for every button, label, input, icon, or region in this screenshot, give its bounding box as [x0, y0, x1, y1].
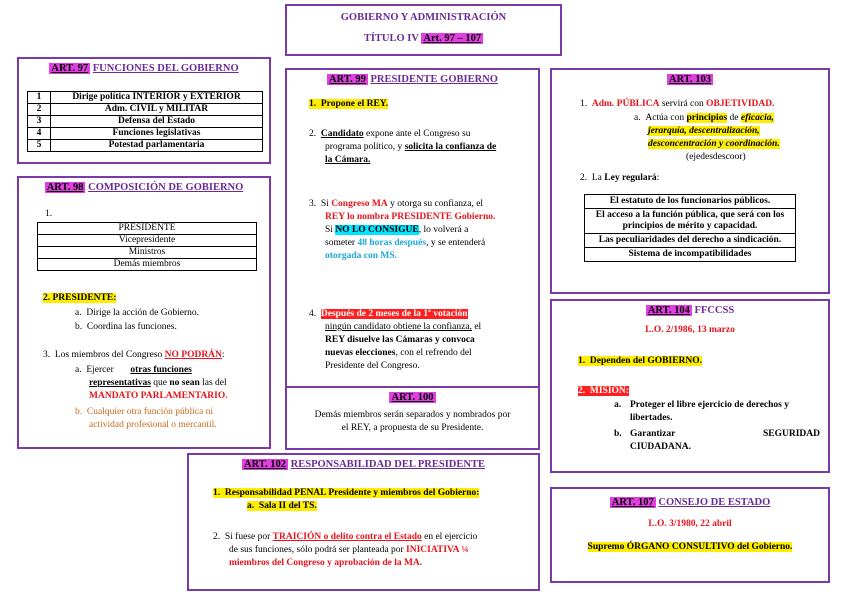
art98-item1: 1.	[45, 209, 53, 219]
art107-box	[550, 487, 830, 583]
art99-title: PRESIDENTE GOBIERNO	[370, 74, 498, 85]
art97-row-number: 3	[28, 116, 51, 128]
art100-box	[285, 386, 540, 450]
art102-tag: ART. 102	[244, 459, 287, 470]
header-prefix: TÍTULO IV	[363, 33, 419, 44]
art97-title: FUNCIONES DEL GOBIERNO	[92, 63, 239, 74]
art103-row	[585, 234, 796, 248]
art102-p1a: a. Sala II del TS.	[247, 501, 317, 511]
art107-heading	[552, 497, 828, 508]
art97-row	[28, 92, 263, 104]
header-title: GOBIERNO Y ADMINISTRACIÓN	[340, 12, 507, 23]
art103-row	[585, 209, 796, 234]
art104-p1: 1. Dependen del GOBIERNO.	[578, 356, 703, 366]
art98-box	[17, 176, 271, 449]
art104-title: FFCCSS	[694, 305, 735, 316]
art100-tag: ART. 100	[391, 392, 434, 403]
art98-member: Demás miembros	[38, 259, 257, 271]
art99-p2: 2. Candidato expone ante el Congreso su programa político, y solicita la confianza de la Cámara.	[309, 129, 497, 165]
art98-member-row	[38, 247, 257, 259]
art97-row	[28, 116, 263, 128]
art97-box	[17, 57, 271, 164]
art97-tag: ART. 97	[51, 63, 89, 74]
art103-row	[585, 248, 796, 262]
art98-p3: 3. Los miembros del Congreso NO PODRÁN:	[43, 350, 225, 360]
header-box	[285, 4, 562, 56]
art97-row	[28, 128, 263, 140]
art98-members-table	[37, 222, 257, 271]
art98-member: Ministros	[38, 247, 257, 259]
art98-member: Vicepresidente	[38, 235, 257, 247]
art104-a: a. Proteger el libre ejercicio de derechos y libertades.	[614, 400, 789, 423]
art97-row-text: Dirige política INTERIOR y EXTERIOR	[51, 92, 263, 104]
art99-heading	[287, 74, 538, 85]
art97-row-text: Defensa del Estado	[51, 116, 263, 128]
art103-row-text: Las peculiaridades del derecho a sindicación.	[585, 234, 796, 248]
art103-heading	[552, 74, 828, 85]
art102-heading	[189, 459, 538, 470]
art97-row-text: Potestad parlamentaria	[51, 140, 263, 152]
art98-p2: 2. PRESIDENTE:	[43, 293, 117, 303]
art97-row-number: 1	[28, 92, 51, 104]
art98-tag: ART. 98	[46, 182, 84, 193]
art102-box	[187, 453, 540, 591]
art103-row-text: Sistema de incompatibilidades	[585, 248, 796, 262]
art98-heading	[19, 182, 269, 193]
art107-law: L.O. 3/1980, 22 abril	[648, 519, 732, 529]
art99-p4: 4. Después de 2 meses de la 1ª votación ningún candidato obtiene la confianza, el REY disuelve las Cámaras y convoca nuevas elecciones, con el refrendo del Presidente del Congreso.	[309, 309, 482, 371]
header-subtitle	[287, 33, 560, 44]
art107-text: Supremo ÓRGANO CONSULTIVO del Gobierno.	[587, 542, 793, 552]
art103-tag: ART. 103	[668, 74, 712, 85]
art98-p2a: a. Dirige la acción de Gobierno.	[75, 308, 199, 318]
art98-p3a: a. Ejercer otras funciones representativas que no sean las del MANDATO PARLAMENTARIO.	[75, 365, 228, 401]
art97-row-number: 4	[28, 128, 51, 140]
art97-row-text: Adm. CIVIL y MILITAR	[51, 104, 263, 116]
art97-row-number: 2	[28, 104, 51, 116]
art97-table	[27, 91, 263, 152]
art97-heading	[19, 63, 269, 74]
art102-title: RESPONSABILIDAD DEL PRESIDENTE	[290, 459, 485, 470]
art104-box	[550, 299, 830, 473]
art103-box	[550, 68, 830, 294]
art98-member-row	[38, 259, 257, 271]
art102-p1: 1. Responsabilidad PENAL Presidente y miembros del Gobierno:	[213, 488, 480, 498]
art103-row-text: El estatuto de los funcionarios públicos.	[585, 195, 796, 209]
art103-p1: 1. Adm. PÚBLICA servirá con OBJETIVIDAD.	[580, 99, 775, 109]
art103-p1-sub: a. Actúa con principios de eficacia, jerarquía, descentralización, desconcentración y coordinación. (ejedesdescoor)	[634, 113, 780, 162]
art98-member: PRESIDENTE	[38, 223, 257, 235]
art103-row-text: El acceso a la función pública, que será con los principios de mérito y capacidad.	[585, 209, 796, 234]
art103-table	[584, 194, 796, 262]
art99-box	[285, 68, 540, 388]
art104-b: b. Garantizar SEGURIDAD CIUDADANA.	[614, 429, 820, 452]
art98-member-row	[38, 223, 257, 235]
art98-member-row	[38, 235, 257, 247]
art107-title: CONSEJO DE ESTADO	[658, 497, 771, 508]
art100-heading	[287, 392, 538, 403]
art97-row	[28, 104, 263, 116]
art99-tag: ART. 99	[329, 74, 366, 85]
art97-row	[28, 140, 263, 152]
art102-p2: 2. Si fuese por TRAICIÓN o delito contra el Estado en el ejercicio de sus funciones, sólo podrá ser planteada por INICIATIVA ¼ miembros del Congreso y aprobación de la MA.	[213, 532, 478, 568]
header-tag: Art. 97 – 107	[423, 33, 482, 44]
art104-tag: ART. 104	[647, 305, 690, 316]
art97-row-text: Funciones legislativas	[51, 128, 263, 140]
art107-tag: ART. 107	[611, 497, 654, 508]
art98-p3b: b. Cualquier otra función pública ni actividad profesional o mercantil.	[75, 407, 217, 430]
art98-title: COMPOSICIÓN DE GOBIERNO	[88, 182, 244, 193]
art104-p2: 2. MISIÓN:	[578, 386, 629, 396]
art104-heading	[552, 305, 828, 316]
art98-p2b: b. Coordina las funciones.	[75, 322, 177, 332]
art97-row-number: 5	[28, 140, 51, 152]
art99-p1: 1. Propone el REY.	[309, 99, 389, 109]
art99-p3: 3. Si Congreso MA y otorga su confianza, el REY lo nombra PRESIDENTE Gobierno. Si NO LO CONSIGUE, lo volverá a someter 48 horas después, y se entenderá otorgada con MS.	[309, 199, 496, 261]
art103-row	[585, 195, 796, 209]
art104-law: L.O. 2/1986, 13 marzo	[645, 325, 735, 335]
art100-text: Demás miembros serán separados y nombrados por el REY, a propuesta de su Presidente.	[314, 410, 511, 433]
art103-p2: 2. La Ley regulará:	[580, 173, 660, 183]
